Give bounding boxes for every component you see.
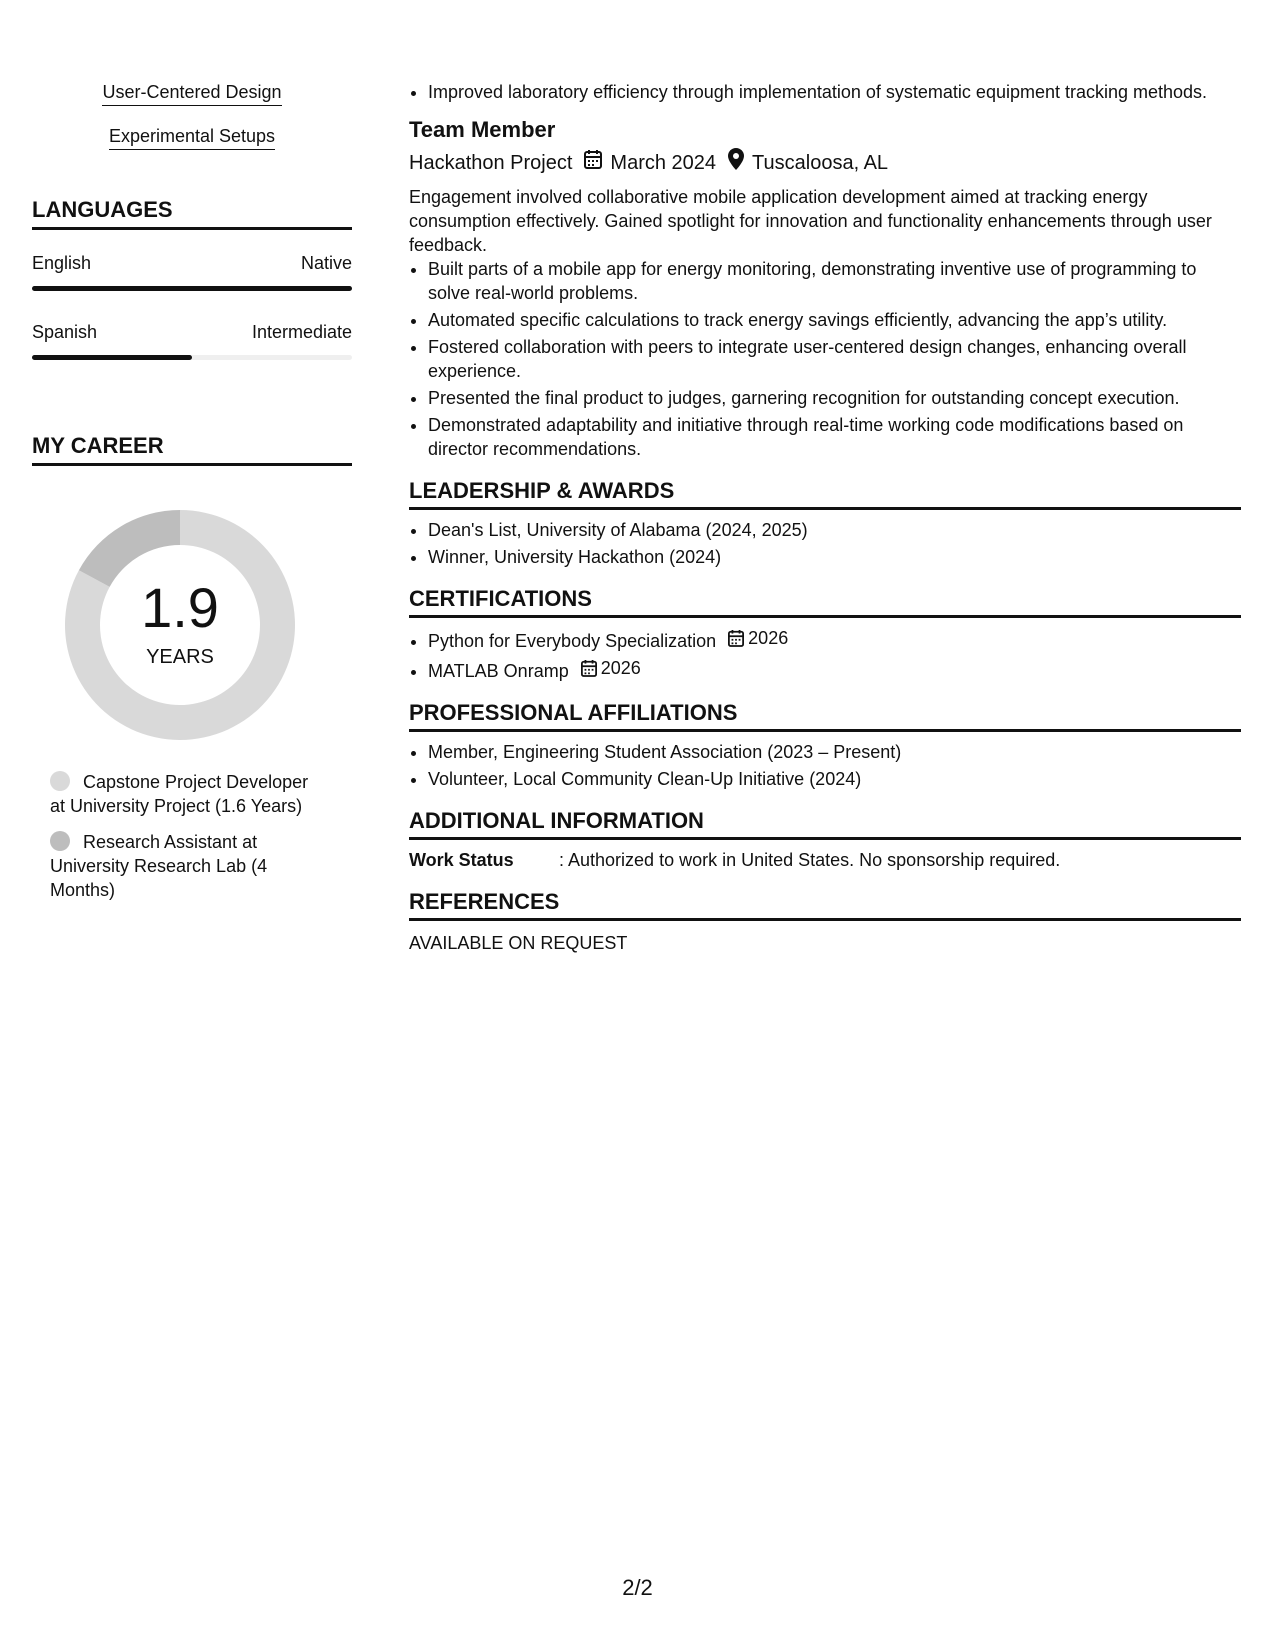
section-heading: REFERENCES xyxy=(409,888,1241,921)
section-heading: ADDITIONAL INFORMATION xyxy=(409,807,1241,840)
location-pin-icon xyxy=(728,148,744,177)
previous-job-bullets xyxy=(409,80,1241,104)
certification-name: MATLAB Onramp xyxy=(428,661,569,681)
language-proficiency-bar xyxy=(32,355,352,360)
legend-item xyxy=(50,830,320,902)
affiliations-section xyxy=(409,699,1241,791)
skill-tag: User-Centered Design xyxy=(102,80,281,106)
career-total-unit: YEARS xyxy=(146,646,214,668)
calendar-icon xyxy=(728,629,744,647)
section-heading: LEADERSHIP & AWARDS xyxy=(409,477,1241,510)
language-name: English xyxy=(32,253,92,273)
section-heading: CERTIFICATIONS xyxy=(409,585,1241,618)
references-text: AVAILABLE ON REQUEST xyxy=(409,933,628,953)
language-item xyxy=(32,252,352,291)
calendar-icon xyxy=(581,659,597,677)
job-description: Engagement involved collaborative mobile application development aimed at tracking energy consumption effectively. Gained spotlight for innovation and functionality enhancements through user feedback. xyxy=(409,187,1212,255)
info-key: Work Status xyxy=(409,850,514,870)
list-item: • Demonstrated adaptability and initiative through real-time working code modifications based on director recommendations. xyxy=(428,413,1241,461)
language-level: Native xyxy=(300,253,352,273)
certification-name: Python for Everybody Specialization xyxy=(428,631,717,651)
main-content xyxy=(409,80,1241,955)
job-date: March 2024 xyxy=(610,151,717,174)
career-legend xyxy=(50,770,320,902)
additional-info-section xyxy=(409,807,1241,872)
skill-item xyxy=(32,124,352,150)
skill-tag: Experimental Setups xyxy=(109,124,275,150)
section-heading: PROFESSIONAL AFFILIATIONS xyxy=(409,699,1241,732)
list-item: • Presented the final product to judges, garnering recognition for outstanding concept execution. xyxy=(428,386,1241,410)
references-section xyxy=(409,888,1241,955)
certification-item xyxy=(428,656,1241,683)
legend-dot xyxy=(50,771,70,791)
legend-label: Capstone Project Developer at University Project (1.6 Years) xyxy=(50,772,309,816)
career-total-number: 1.9 xyxy=(141,576,219,639)
skill-item xyxy=(32,80,352,106)
language-proficiency-fill xyxy=(32,355,192,360)
sidebar xyxy=(32,80,352,914)
certification-year: 2026 xyxy=(600,658,641,678)
language-proficiency-bar xyxy=(32,286,352,291)
legend-item xyxy=(50,770,320,818)
language-proficiency-fill xyxy=(32,286,352,291)
languages-heading: LANGUAGES xyxy=(32,196,352,230)
list-item: • Fostered collaboration with peers to integrate user-centered design changes, enhancing overall experience. xyxy=(428,335,1241,383)
list-item: • Winner, University Hackathon (2024) xyxy=(428,545,1241,569)
language-item xyxy=(32,321,352,360)
career-donut-chart xyxy=(65,510,295,740)
job-company: Hackathon Project xyxy=(409,151,573,174)
job-bullets xyxy=(409,257,1241,461)
job-location: Tuscaloosa, AL xyxy=(752,151,889,174)
certification-item xyxy=(428,626,1241,653)
calendar-icon xyxy=(584,149,602,176)
job-meta xyxy=(409,148,1241,177)
job-title: Team Member xyxy=(409,117,556,142)
info-value: : Authorized to work in United States. No sponsorship required. xyxy=(559,850,1061,870)
leadership-section xyxy=(409,477,1241,569)
legend-dot xyxy=(50,831,70,851)
list-item: • Automated specific calculations to track energy savings efficiently, advancing the app’s utility. xyxy=(428,308,1241,332)
certifications-section xyxy=(409,585,1241,683)
list-item: • Volunteer, Local Community Clean-Up Initiative (2024) xyxy=(428,767,1241,791)
list-item: • Improved laboratory efficiency through implementation of systematic equipment tracking methods. xyxy=(428,80,1241,104)
legend-label: Research Assistant at University Research Lab (4 Months) xyxy=(50,832,268,900)
list-item: • Dean's List, University of Alabama (2024, 2025) xyxy=(428,518,1241,542)
list-item: • Member, Engineering Student Association (2023 – Present) xyxy=(428,740,1241,764)
career-heading: MY CAREER xyxy=(32,432,352,466)
certification-year: 2026 xyxy=(748,628,789,648)
language-name: Spanish xyxy=(32,322,98,342)
page-indicator: 2/2 xyxy=(622,1575,653,1600)
list-item: • Built parts of a mobile app for energy monitoring, demonstrating inventive use of programming to solve real-world problems. xyxy=(428,257,1241,305)
language-level: Intermediate xyxy=(251,322,352,342)
